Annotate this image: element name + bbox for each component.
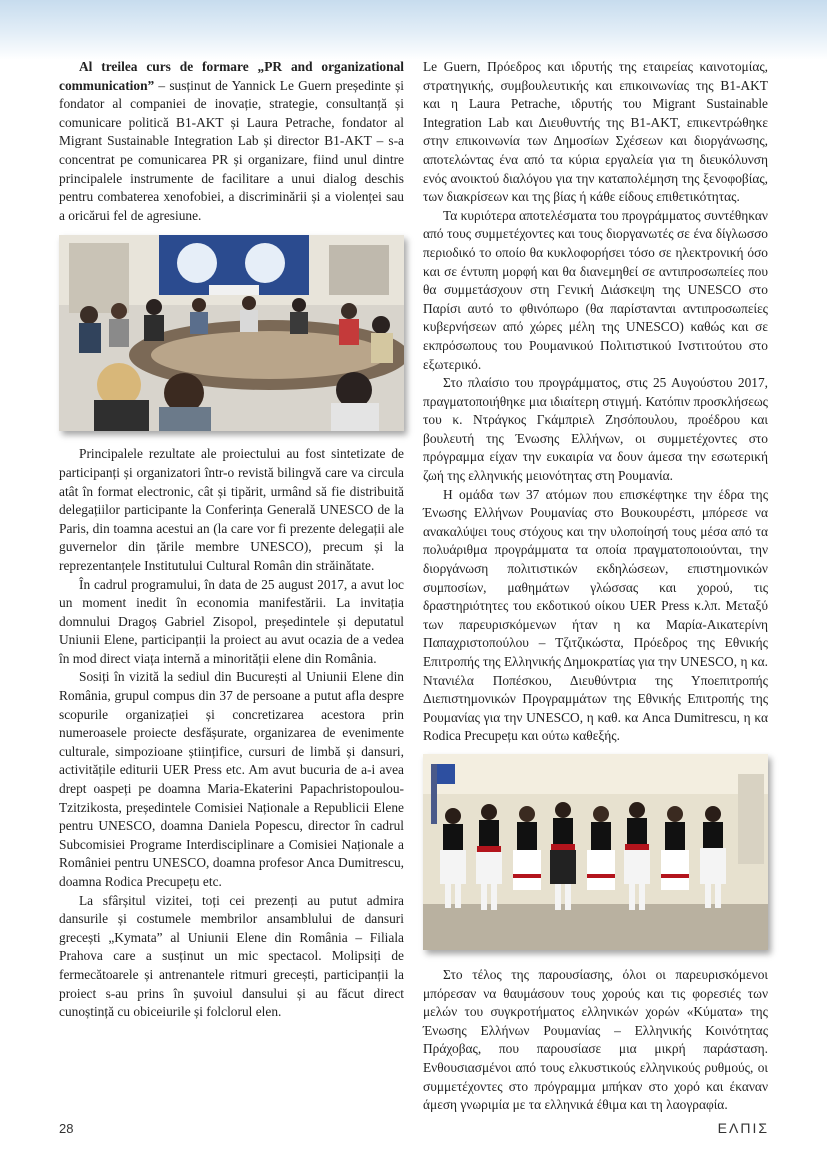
magazine-brand: ΕΛΠΙΣ [717, 1120, 769, 1136]
page-number: 28 [59, 1121, 74, 1136]
paragraph-results-gr: Τα κυριότερα αποτελέσματα του προγράμματος συντέθηκαν από τους συμμετέχοντες και τους διοργανωτές σε ένα δίγλωσσο περιοδικό το οποίο θα κυκλοφορήσει τόσο σε ηλεκτρονική όσο και σε έντυπη μορφή και θα διανεμηθεί σε αντιπροσωπείες που θα συμμετάσχουν στη Γενική Διάσκεψη της UNESCO στο Παρίσι αυτό το φθινόπωρο (θα παρίστανται αντιπροσωπείες κυβερνήσεων από χώρες μέλη της UNESCO) καθώς και σε εκπρόσωπους του Ρουμανικού Πολιτιστικού Ινστιτούτου στο εξωτερικό. [423, 207, 768, 372]
paragraph-results-ro: Principalele rezultate ale proiectului au fost sintetizate de participanți și organizatori într-o revistă bilingvă care va circula atât în format electronic, cât și tipărit, urmând să fie distribuită delegațiilor participante la Conferința Generală UNESCO de la Paris, din toamna acestui an (la care vor fi prezente delegații ale guvernelor din țările membre UNESCO), precum și la reprezentanțele Institutului Cultural Român din străinătate. [59, 446, 404, 573]
meeting-photo [59, 235, 404, 431]
paragraph-visit-ro: Sosiți în vizită la sediul din București al Uniunii Elene din România, grupul compus din 37 de persoane a putut afla despre scopurile organizației și concretizarea acestora prin numeroasele proiecte desfășurate, organizarea de evenimente culturale, simpozioane științifice, cursuri de limbă și dansuri, activitățile editurii UER Press etc. Am avut bucuria de a-i avea drept oaspeți pe doamna Maria-Ekaterini Papachristopoulou-Tzitzikosta, președintele Comisiei Naționale a Republicii Elene pentru UNESCO, doamna Daniela Popescu, director în cadrul Subcomisiei Programe Interdisciplinare a Comisiei Naționale a României pentru UNESCO, doamna profesor Anca Dumitrescu, doamna Rodica Precupețu etc. [59, 669, 404, 889]
meeting-photo-image [59, 235, 404, 431]
dance-photo [423, 754, 768, 950]
paragraph-program-gr: Στο πλαίσιο του προγράμματος, στις 25 Αυγούστου 2017, πραγματοποιήθηκε μια ιδιαίτερη στιγμή. Κατόπιν προσκλήσεως του κ. Ντράγκος Γκάμπριελ Ζησόπουλου, προέδρου και βουλευτή της Ένωσης Ελλήνων, οι συμμετέχοντες στο πρόγραμμα είχαν την ευκαιρία να δουν άμεσα την εσωτερική ζωή της ελληνικής μειονότητας στη Ρουμανία. [423, 375, 768, 484]
paragraph-intro-gr: Le Guern, Πρόεδρος και ιδρυτής της εταιρείας καινοτομίας, στρατηγικής, συμβουλευτικής και επικοινωνίας της B1-AKT και η Laura Petrache, ιδρυτής του Migrant Sustainable Integration Lab και Διευθυντής της B1-AKT, επικεντρώθηκε στην επικοινωνία των Δημοσίων Σχέσεων και διοργάνωσης, αποτελώντας ένα από τα κύρια εργαλεία για τη διευκόλυνση ενός ανοικτού διαλόγου για την καταπολέμηση της ξενοφοβίας, των διακρίσεων και της βίας ή κάθε είδους επιθετικότητας. [423, 59, 768, 205]
left-column-romanian [59, 58, 404, 1022]
paragraph-dance-gr: Στο τέλος της παρουσίασης, όλοι οι παρευρισκόμενοι μπόρεσαν να θαυμάσουν τους χορούς και τις φορεσιές των μελών του συγκροτήματος ελληνικών χορών «Κύματα» της Ένωσης Ελλήνων Ρουμανίας – Ελληνικής Κοινότητας Πράχοβας, που παρουσίασε μια μικρή παράσταση. Ενθουσιασμένοι από τους ελκυστικούς ελληνικούς ρυθμούς, οι συμμετέχοντες στο πρόγραμμα μπήκαν στο χορό και έκαναν άμεση γνωριμία με τα ελληνικά έθιμα και τη λαογραφία. [423, 966, 768, 1113]
paragraph-visit-gr: Η ομάδα των 37 ατόμων που επισκέφτηκε την έδρα της Ένωσης Ελλήνων Ρουμανίας στο Βουκουρέστι, μπόρεσε να ανακαλύψει τους στόχους και την υλοποίησή τους μέσα από τα πολυάριθμα προγράμματα τα οποία πραγματοποιούνται, την διοργάνωση πολιτιστικών εκδηλώσεων, επιστημονικών συμποσίων, μαθημάτων γλώσσας και χορού, τις δραστηριότητες του εκδοτικού οίκου UER Press κ.λπ. Μεταξύ των παρευρισκόμενων ήταν η κα Μαρία-Αικατερίνη Παπαχριστοπούλου – Τζιτζικώστα, Πρόεδρος της Εθνικής Επιτροπής της Ελληνικής Δημοκρατίας για την UNESCO, η κα. Ντανιέλα Ποπέσκου, Διευθύντρια της Υποεπιτροπής Διεπιστημονικών Προγραμμάτων της Εθνικής Επιτροπής της Ρουμανίας για την UNESCO, η καθ. κα Anca Dumitrescu, η κα Rodica Precupețu και ούτω καθεξής. [423, 486, 768, 744]
paragraph-dance-ro: La sfârșitul vizitei, toți cei prezenți au putut admira dansurile și costumele membrilor ansamblului de dansuri grecești „Kymata” al Uniunii Elene din România – Filiala Prahova care a susținut un mic spectacol. Molipsiți de fermecătoarele și antrenantele ritmuri grecești, participanții la proiect s-au prins în șuvoiul dansului și au făcut direct cunoștință cu obiceiurile și folclorul elen. [59, 892, 404, 1020]
dance-photo-image [423, 754, 768, 950]
right-column-greek [423, 58, 768, 1115]
paragraph-program-ro: În cadrul programului, în data de 25 august 2017, a avut loc un moment inedit în economia manifestării. La invitația domnului Dragoș Gabriel Zisopol, președintele și deputatul Uniunii Elene, participanții la proiect au avut ocazia de a vedea în mod direct viața internă a minorității elene din România. [59, 576, 404, 666]
paragraph-intro-ro [59, 58, 404, 225]
header-band [0, 0, 827, 60]
intro-text: – susținut de Yannick Le Guern președinte și fondator al companiei de inovație, strategie, consultanță și comunicare politică B1-AKT și Laura Petrache, fondator al Migrant Sustainable Integration Lab și director B1-AKT – s-a concentrat pe comunicarea PR și organizare, fiind unul dintre principalele instrumente de facilitare a unui dialog deschis pentru combaterea xenofobiei, a discriminării și a violenței sau a oricărui fel de agresiune. [59, 77, 404, 223]
course-title-bold: Al treilea curs de formare „PR and organizational communication” [59, 59, 404, 93]
